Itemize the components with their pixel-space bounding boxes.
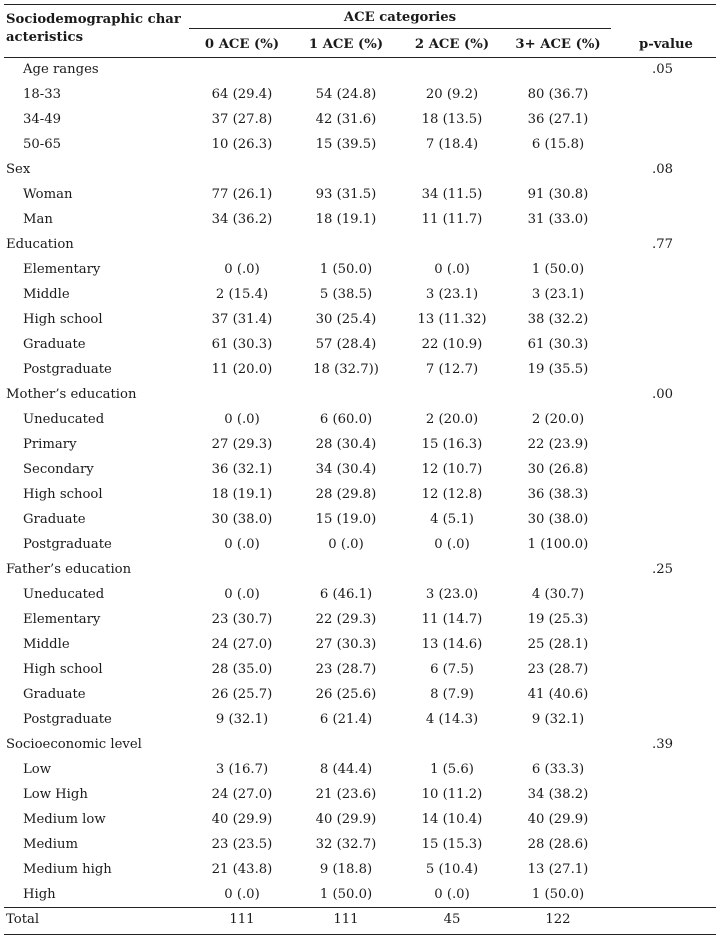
cell-ace-1: 6 (21.4): [319, 712, 373, 727]
cell-ace-3: 31 (33.0): [527, 212, 589, 227]
cell-ace-0: 9 (32.1): [215, 712, 269, 727]
cell-ace-1: 6 (60.0): [319, 412, 373, 427]
table-row: [4, 862, 716, 887]
cell-ace-2: 7 (18.4): [425, 137, 479, 152]
cell-ace-3: 80 (36.7): [527, 87, 589, 102]
cell-ace-3: 61 (30.3): [527, 337, 589, 352]
row-label: Total: [6, 912, 40, 927]
cell-ace-0: 64 (29.4): [211, 87, 273, 102]
cell-ace-1: 8 (44.4): [319, 762, 373, 777]
cell-ace-2: 5 (10.4): [425, 862, 479, 877]
cell-ace-2: 2 (20.0): [425, 412, 479, 427]
cell-ace-1: 42 (31.6): [315, 112, 377, 127]
cell-ace-1: 0 (.0): [328, 537, 364, 552]
cell-ace-2: 34 (11.5): [421, 187, 483, 202]
cell-ace-3: 19 (35.5): [527, 362, 589, 377]
cell-ace-3: 40 (29.9): [527, 812, 589, 827]
table-row: [4, 112, 716, 137]
cell-ace-2: 4 (5.1): [430, 512, 474, 527]
table-row: [4, 237, 716, 262]
table-row: [4, 362, 716, 387]
row-label: High school: [23, 312, 103, 327]
cell-ace-3: 13 (27.1): [527, 862, 589, 877]
row-label: 50-65: [23, 137, 62, 152]
cell-ace-3: 30 (26.8): [527, 462, 589, 477]
row-label: 34-49: [23, 112, 62, 127]
cell-ace-0: 30 (38.0): [211, 512, 273, 527]
row-label: Education: [6, 237, 74, 252]
row-label: Sex: [6, 162, 31, 177]
header-col-0ace: 0 ACE (%): [204, 37, 280, 52]
cell-ace-3: 2 (20.0): [531, 412, 585, 427]
cell-ace-1: 5 (38.5): [319, 287, 373, 302]
cell-ace-3: 1 (100.0): [527, 537, 589, 552]
cell-ace-3: 1 (50.0): [531, 887, 585, 902]
table-row: [4, 312, 716, 337]
table-row: [4, 587, 716, 612]
row-label: High school: [23, 662, 103, 677]
cell-ace-2: 18 (13.5): [421, 112, 483, 127]
cell-ace-2: 0 (.0): [434, 537, 470, 552]
header-first-col-line2: acteristics: [6, 30, 83, 45]
cell-ace-1: 111: [333, 912, 359, 927]
cell-ace-1: 15 (39.5): [315, 137, 377, 152]
table-row: [4, 562, 716, 587]
row-label: Medium: [23, 837, 78, 852]
row-label: Middle: [23, 637, 70, 652]
cell-ace-0: 0 (.0): [224, 262, 260, 277]
cell-ace-1: 28 (29.8): [315, 487, 377, 502]
table-row: [4, 212, 716, 237]
cell-ace-0: 0 (.0): [224, 587, 260, 602]
cell-ace-1: 15 (19.0): [315, 512, 377, 527]
table-row: [4, 787, 716, 812]
table-row: [4, 262, 716, 287]
total-rule: [4, 907, 716, 908]
cell-ace-1: 18 (32.7)): [313, 362, 379, 377]
cell-ace-3: 28 (28.6): [527, 837, 589, 852]
cell-ace-2: 13 (11.32): [417, 312, 487, 327]
table-row: [4, 762, 716, 787]
cell-ace-1: 1 (50.0): [319, 262, 373, 277]
row-label: Elementary: [23, 262, 101, 277]
table-row: [4, 287, 716, 312]
row-label: Low High: [23, 787, 88, 802]
table-row: [4, 337, 716, 362]
cell-ace-3: 9 (32.1): [531, 712, 585, 727]
cell-ace-3: 4 (30.7): [531, 587, 585, 602]
table-row: [4, 812, 716, 837]
table-row: [4, 887, 716, 912]
cell-ace-2: 3 (23.0): [425, 587, 479, 602]
cell-ace-3: 38 (32.2): [527, 312, 589, 327]
row-label: Primary: [23, 437, 77, 452]
row-label: Graduate: [23, 512, 86, 527]
cell-ace-1: 57 (28.4): [315, 337, 377, 352]
header-first-col-line1: Sociodemographic char: [6, 12, 181, 27]
row-label: Graduate: [23, 337, 86, 352]
cell-ace-0: 28 (35.0): [211, 662, 273, 677]
table-row: [4, 737, 716, 762]
row-label: High school: [23, 487, 103, 502]
cell-ace-2: 15 (16.3): [421, 437, 483, 452]
row-label: Middle: [23, 287, 70, 302]
table-row: [4, 412, 716, 437]
cell-ace-0: 0 (.0): [224, 887, 260, 902]
cell-ace-2: 7 (12.7): [425, 362, 479, 377]
row-label: Graduate: [23, 687, 86, 702]
cell-ace-2: 6 (7.5): [430, 662, 474, 677]
table-row: [4, 687, 716, 712]
cell-ace-0: 2 (15.4): [215, 287, 269, 302]
row-label: Postgraduate: [23, 362, 112, 377]
cell-ace-3: 41 (40.6): [527, 687, 589, 702]
cell-ace-3: 30 (38.0): [527, 512, 589, 527]
cell-ace-0: 23 (30.7): [211, 612, 273, 627]
row-label: Postgraduate: [23, 537, 112, 552]
row-label: Uneducated: [23, 587, 105, 602]
cell-ace-0: 26 (25.7): [211, 687, 273, 702]
cell-ace-2: 0 (.0): [434, 262, 470, 277]
table-row: [4, 612, 716, 637]
row-label: Medium high: [23, 862, 112, 877]
header-col-2ace: 2 ACE (%): [414, 37, 490, 52]
cell-ace-0: 18 (19.1): [211, 487, 273, 502]
cell-pvalue: .08: [652, 162, 673, 177]
cell-ace-3: 36 (27.1): [527, 112, 589, 127]
row-label: High: [23, 887, 56, 902]
table-row: [4, 462, 716, 487]
bottom-rule: [4, 934, 716, 935]
cell-ace-0: 77 (26.1): [211, 187, 273, 202]
header-pvalue: p-value: [639, 37, 693, 52]
table-row: [4, 162, 716, 187]
cell-ace-2: 45: [443, 912, 461, 927]
row-label: Man: [23, 212, 53, 227]
cell-ace-1: 34 (30.4): [315, 462, 377, 477]
header-group-label: ACE categories: [343, 10, 457, 25]
cell-ace-0: 0 (.0): [224, 412, 260, 427]
cell-ace-2: 1 (5.6): [430, 762, 474, 777]
header-bottom-rule: [4, 57, 716, 58]
cell-pvalue: .39: [652, 737, 673, 752]
cell-ace-0: 36 (32.1): [211, 462, 273, 477]
cell-ace-3: 22 (23.9): [527, 437, 589, 452]
cell-ace-2: 0 (.0): [434, 887, 470, 902]
cell-ace-0: 11 (20.0): [211, 362, 273, 377]
cell-ace-0: 40 (29.9): [211, 812, 273, 827]
cell-ace-0: 111: [229, 912, 255, 927]
table-row: [4, 62, 716, 87]
table-row: [4, 512, 716, 537]
cell-ace-1: 28 (30.4): [315, 437, 377, 452]
cell-ace-2: 10 (11.2): [421, 787, 483, 802]
table-row: [4, 662, 716, 687]
row-label: Uneducated: [23, 412, 105, 427]
table-row: [4, 487, 716, 512]
cell-ace-1: 18 (19.1): [315, 212, 377, 227]
cell-ace-2: 11 (14.7): [421, 612, 483, 627]
cell-ace-3: 1 (50.0): [531, 262, 585, 277]
row-label: Secondary: [23, 462, 94, 477]
cell-ace-1: 27 (30.3): [315, 637, 377, 652]
table-row: [4, 637, 716, 662]
row-label: Socioeconomic level: [6, 737, 142, 752]
cell-ace-2: 14 (10.4): [421, 812, 483, 827]
cell-ace-0: 10 (26.3): [211, 137, 273, 152]
table-row: [4, 137, 716, 162]
cell-ace-3: 34 (38.2): [527, 787, 589, 802]
cell-ace-1: 23 (28.7): [315, 662, 377, 677]
cell-ace-1: 22 (29.3): [315, 612, 377, 627]
row-label: Elementary: [23, 612, 101, 627]
cell-ace-3: 36 (38.3): [527, 487, 589, 502]
cell-ace-3: 3 (23.1): [531, 287, 585, 302]
cell-ace-1: 93 (31.5): [315, 187, 377, 202]
cell-ace-3: 25 (28.1): [527, 637, 589, 652]
cell-ace-0: 37 (31.4): [211, 312, 273, 327]
cell-ace-0: 24 (27.0): [211, 637, 273, 652]
row-label: Woman: [23, 187, 73, 202]
cell-ace-1: 21 (23.6): [315, 787, 377, 802]
row-label: Mother’s education: [6, 387, 137, 402]
cell-ace-0: 27 (29.3): [211, 437, 273, 452]
cell-pvalue: .77: [652, 237, 673, 252]
cell-pvalue: .05: [652, 62, 673, 77]
cell-ace-3: 6 (15.8): [531, 137, 585, 152]
cell-ace-1: 1 (50.0): [319, 887, 373, 902]
cell-ace-0: 0 (.0): [224, 537, 260, 552]
cell-ace-3: 19 (25.3): [527, 612, 589, 627]
cell-ace-1: 9 (18.8): [319, 862, 373, 877]
table-row: [4, 837, 716, 862]
cell-ace-0: 3 (16.7): [215, 762, 269, 777]
cell-pvalue: .25: [652, 562, 673, 577]
cell-ace-1: 26 (25.6): [315, 687, 377, 702]
row-label: Father’s education: [6, 562, 132, 577]
cell-ace-2: 12 (10.7): [421, 462, 483, 477]
header-col-3ace: 3+ ACE (%): [515, 37, 601, 52]
cell-ace-2: 3 (23.1): [425, 287, 479, 302]
cell-ace-2: 20 (9.2): [425, 87, 479, 102]
row-label: Low: [23, 762, 51, 777]
cell-ace-0: 34 (36.2): [211, 212, 273, 227]
cell-ace-2: 15 (15.3): [421, 837, 483, 852]
row-label: Medium low: [23, 812, 106, 827]
cell-ace-2: 8 (7.9): [430, 687, 474, 702]
table-row: [4, 712, 716, 737]
table-row: [4, 87, 716, 112]
row-label: 18-33: [23, 87, 62, 102]
cell-ace-0: 21 (43.8): [211, 862, 273, 877]
cell-ace-0: 61 (30.3): [211, 337, 273, 352]
cell-ace-2: 22 (10.9): [421, 337, 483, 352]
row-label: Age ranges: [23, 62, 99, 77]
cell-ace-3: 122: [545, 912, 571, 927]
cell-ace-1: 6 (46.1): [319, 587, 373, 602]
cell-ace-3: 6 (33.3): [531, 762, 585, 777]
table-row: [4, 187, 716, 212]
cell-pvalue: .00: [652, 387, 673, 402]
table-row: [4, 437, 716, 462]
row-label: Postgraduate: [23, 712, 112, 727]
cell-ace-2: 12 (12.8): [421, 487, 483, 502]
group-rule: [189, 28, 611, 29]
table-row: [4, 537, 716, 562]
cell-ace-2: 13 (14.6): [421, 637, 483, 652]
cell-ace-1: 54 (24.8): [315, 87, 377, 102]
cell-ace-2: 4 (14.3): [425, 712, 479, 727]
cell-ace-0: 37 (27.8): [211, 112, 273, 127]
cell-ace-2: 11 (11.7): [421, 212, 483, 227]
cell-ace-3: 91 (30.8): [527, 187, 589, 202]
cell-ace-0: 24 (27.0): [211, 787, 273, 802]
cell-ace-1: 40 (29.9): [315, 812, 377, 827]
cell-ace-1: 30 (25.4): [315, 312, 377, 327]
cell-ace-1: 32 (32.7): [315, 837, 377, 852]
top-rule: [4, 4, 716, 5]
table-row: [4, 387, 716, 412]
header-col-1ace: 1 ACE (%): [308, 37, 384, 52]
cell-ace-3: 23 (28.7): [527, 662, 589, 677]
cell-ace-0: 23 (23.5): [211, 837, 273, 852]
